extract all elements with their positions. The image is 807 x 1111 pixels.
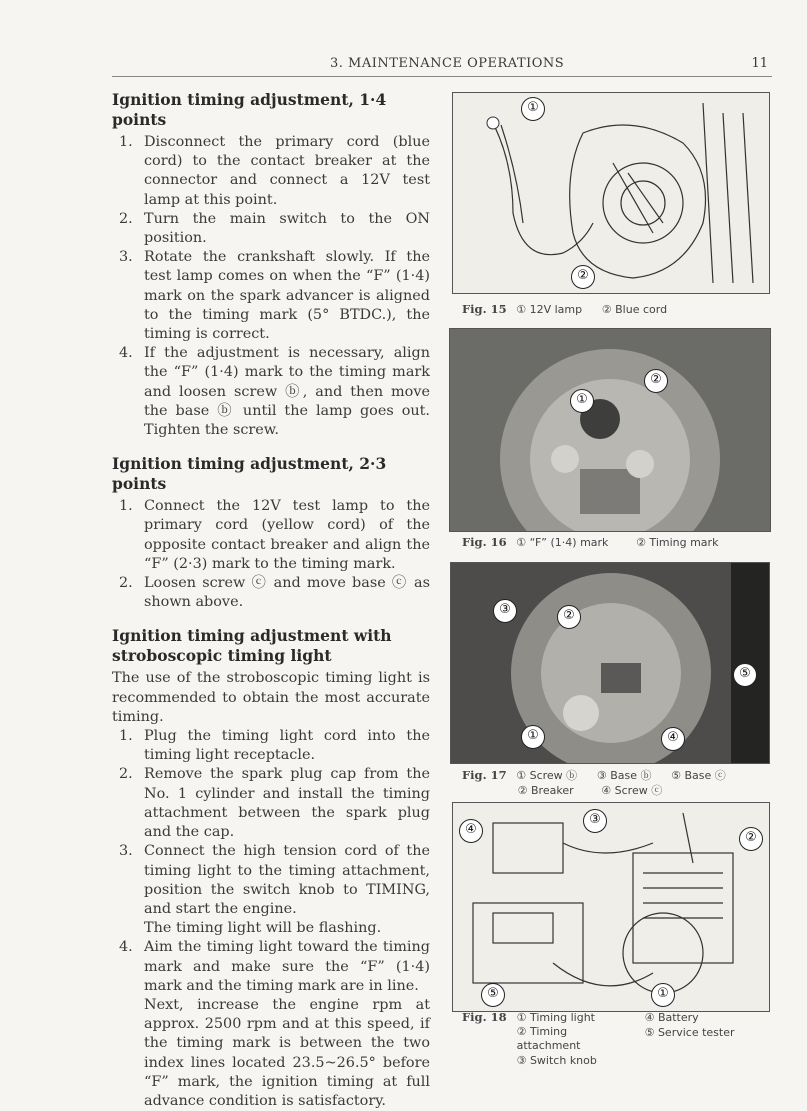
callout-5: ⑤ [733,663,757,687]
step-item: 2. Turn the main switch to the ON position. [119,210,430,247]
callout-2: ② [571,265,595,289]
step-item: 4. If the adjustment is necessary, align the “F” (1·4) mark to the timing mark and loosen screw ⓑ, and then move the base ⓑ until the lamp goes out. Tighten the screw. [119,345,430,439]
step-item: 3. Rotate the crankshaft slowly. If the test lamp comes on when the “F” (1·4) mark on the spark advancer is aligned to the timing mark (5° BTDC.), the timing is correct. [119,249,430,343]
callout-1: ① [521,97,545,121]
callout-2: ② [557,605,581,629]
step-item: 1. Plug the timing light cord into the timing light receptacle. [119,728,430,764]
step-item: 4. Aim the timing light toward the timing mark and make sure the “F” (1·4) mark and the timing mark are in line. Next, increase the engine rpm at approx. 2500 rpm and at this speed, if the timing mark is between the two index lines located 23.5~26.5° before “F” mark, the ignition timing at full advance condition is satisfactory. [119,939,430,1109]
figure-16-photo [449,328,771,532]
figure-17-caption: Fig. 17 ① Screw ⓑ ③ Base ⓑ ⑤ Base ⓒ ② Breaker ④ Screw ⓒ [462,768,726,797]
engine-line-drawing [453,93,769,293]
chapter-title: 3. MAINTENANCE OPERATIONS [330,56,565,71]
callout-1: ① [521,725,545,749]
section-heading-strobe: Ignition timing adjustment with stroboscopic timing light [112,626,392,666]
figure-15-caption: Fig. 15 ① 12V lamp ② Blue cord [462,302,668,316]
step-item: 2. Loosen screw ⓒ and move base ⓒ as shown above. [119,575,430,611]
section-heading-2-3: Ignition timing adjustment, 2·3 points [112,454,387,494]
callout-5: ⑤ [481,983,505,1007]
step-item: 3. Connect the high tension cord of the timing light to the timing attachment, position the switch knob to TIMING, and start the engine. The timing light will be flashing. [119,843,430,937]
figure-15-illustration [452,92,770,294]
strobe-intro: The use of the stroboscopic timing light is recommended to obtain the most accurate timing. [112,670,430,725]
page-header [112,56,772,78]
step-item: 1. Disconnect the primary cord (blue cord) to the contact breaker at the connector and connect a 12V test lamp at this point. [119,134,430,208]
breaker-plate-photo [450,329,770,531]
steps-2-3 [112,497,430,612]
header-rule [112,76,772,77]
callout-4: ④ [459,819,483,843]
figure-17-photo [450,562,770,764]
steps-1-4 [112,133,430,440]
callout-3: ③ [583,809,607,833]
callout-3: ③ [493,599,517,623]
callout-2: ② [739,827,763,851]
breaker-detail-photo [451,563,769,763]
step-item: 2. Remove the spark plug cap from the No. 1 cylinder and install the timing attachment between the spark plug and the cap. [119,766,430,841]
strobe-setup-drawing [453,803,769,1011]
page-number: 11 [751,56,768,71]
figure-16-caption: Fig. 16 ① “F” (1·4) mark ② Timing mark [462,535,719,549]
figure-18-illustration [452,802,770,1012]
text-column [112,90,430,1111]
step-item: 1. Connect the 12V test lamp to the primary cord (yellow cord) of the opposite contact breaker and align the “F” (2·3) mark to the timing mark. [119,498,430,572]
callout-4: ④ [661,727,685,751]
section-heading-1-4: Ignition timing adjustment, 1·4 points [112,90,387,129]
steps-strobe [112,727,430,1111]
callout-1: ① [651,983,675,1007]
callout-2: ② [644,369,668,393]
callout-1: ① [570,389,594,413]
figure-18-caption: Fig. 18 ① Timing light ② Timing attachment ③ Switch knob ④ Battery ⑤ Service tester [462,1010,735,1067]
